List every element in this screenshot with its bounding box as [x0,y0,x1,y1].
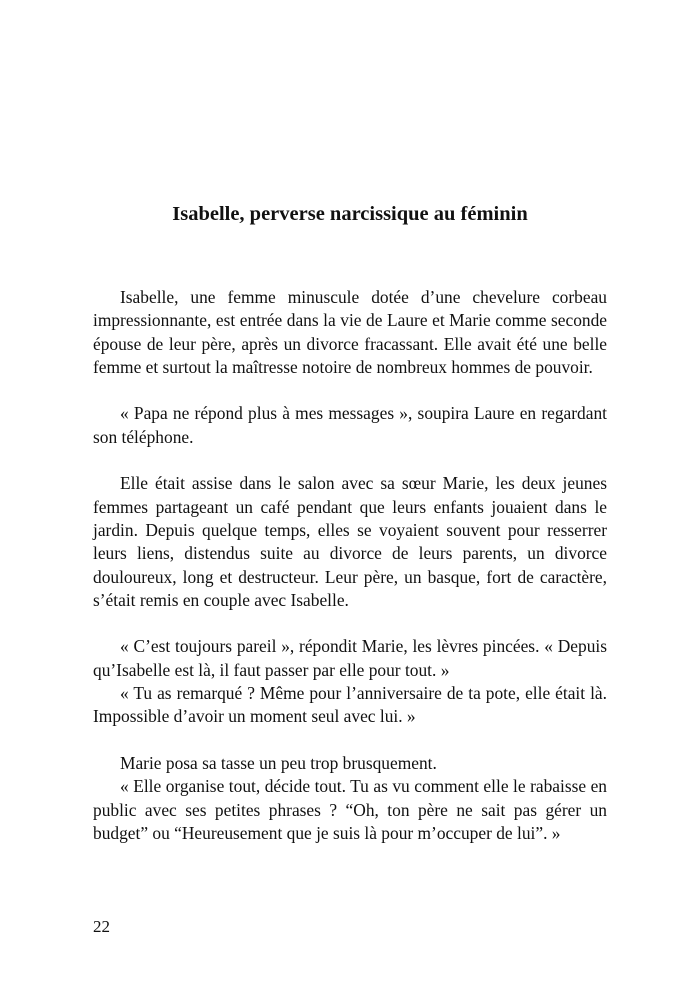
chapter-body [93,286,607,845]
paragraph: « Papa ne répond plus à mes messages », soupira Laure en regardant son téléphone. [93,403,607,447]
chapter-title: Isabelle, perverse narcissique au féminin [172,203,528,225]
paragraph: Marie posa sa tasse un peu trop brusquement. [120,752,437,773]
page-number: 22 [93,917,110,936]
paragraph: Isabelle, une femme minuscule dotée d’une chevelure corbeau impressionnante, est entrée dans la vie de Laure et Marie comme seconde épouse de leur père, après un divorce fracassant. Elle avait été une belle femme et surtout la maîtresse notoire de nombreux hommes de pouvoir. [93,287,607,377]
paragraph: « Tu as remarqué ? Même pour l’anniversaire de ta pote, elle était là. Impossible d’avoir un moment seul avec lui. » [93,683,607,727]
paragraph: « C’est toujours pareil », répondit Marie, les lèvres pincées. « Depuis qu’Isabelle est là, il faut passer par elle pour tout. » [93,636,607,680]
paragraph: « Elle organise tout, décide tout. Tu as vu comment elle le rabaisse en public avec ses petites phrases ? “Oh, ton père ne sait pas gérer un budget” ou “Heureusement que je suis là pour m’occuper de lui”. » [93,776,607,843]
paragraph: Elle était assise dans le salon avec sa sœur Marie, les deux jeunes femmes partageant un café pendant que leurs enfants jouaient dans le jardin. Depuis quelque temps, elles se voyaient souvent pour resserrer leurs liens, distendus suite au divorce de leurs parents, un divorce douloureux, long et destructeur. Leur père, un basque, fort de caractère, s’était remis en couple avec Isabelle. [93,473,607,610]
